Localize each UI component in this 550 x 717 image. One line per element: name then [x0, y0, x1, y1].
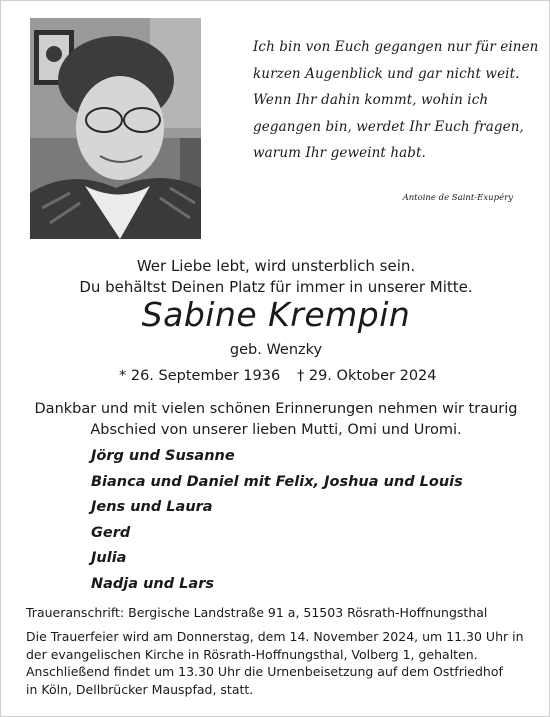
family-member: Gerd — [91, 524, 131, 541]
family-member: Jens und Laura — [91, 499, 213, 515]
family-member: Bianca und Daniel mit Felix, Joshua und Louis — [91, 473, 463, 490]
farewell-text — [1, 399, 550, 441]
poem-line: Wenn Ihr dahin kommt, wohin ich — [253, 92, 489, 108]
poem-line: kurzen Augenblick und gar nicht weit. — [253, 65, 520, 82]
birth-name: geb. Wenzky — [229, 342, 323, 358]
service-line: Anschließend findet um 13.30 Uhr die Urnenbeisetzung auf dem Ostfriedhof — [26, 664, 503, 679]
family-member: Julia — [91, 550, 127, 566]
farewell-line: Abschied von unserer lieben Mutti, Omi und Uromi. — [90, 422, 462, 438]
family-list — [91, 444, 531, 597]
funeral-service-info — [26, 628, 536, 698]
service-line: Die Trauerfeier wird am Donnerstag, dem 14. November 2024, um 11.30 Uhr in — [26, 629, 524, 644]
life-dates — [1, 365, 550, 387]
death-date: † 29. Oktober 2024 — [297, 368, 437, 384]
service-line: der evangelischen Kirche in Rösrath-Hoffnungsthal, Volberg 1, gehalten. — [26, 646, 478, 662]
birth-date: * 26. September 1936 — [119, 368, 281, 384]
portrait-photo — [30, 18, 201, 239]
intro-line: Du behältst Deinen Platz für immer in unserer Mitte. — [79, 278, 473, 296]
poem-line: Ich bin von Euch gegangen nur für einen — [253, 39, 539, 55]
poem-line: warum Ihr geweint habt. — [253, 145, 426, 161]
mourning-address: Traueranschrift: Bergische Landstraße 91 a, 51503 Rösrath-Hoffnungsthal — [26, 605, 488, 620]
family-member: Nadja und Lars — [91, 575, 214, 592]
poem-line: gegangen bin, werdet Ihr Euch fragen, — [253, 118, 524, 135]
service-line: in Köln, Dellbrücker Mauspfad, statt. — [26, 681, 254, 697]
intro-line: Wer Liebe lebt, wird unsterblich sein. — [136, 257, 416, 275]
farewell-line: Dankbar und mit vielen schönen Erinnerungen nehmen wir traurig — [34, 401, 518, 417]
poem-author: Antoine de Saint-Exupéry — [402, 193, 513, 203]
deceased-name: Sabine Krempin — [141, 295, 411, 334]
poem — [253, 34, 539, 167]
family-member: Jörg und Susanne — [91, 448, 235, 464]
